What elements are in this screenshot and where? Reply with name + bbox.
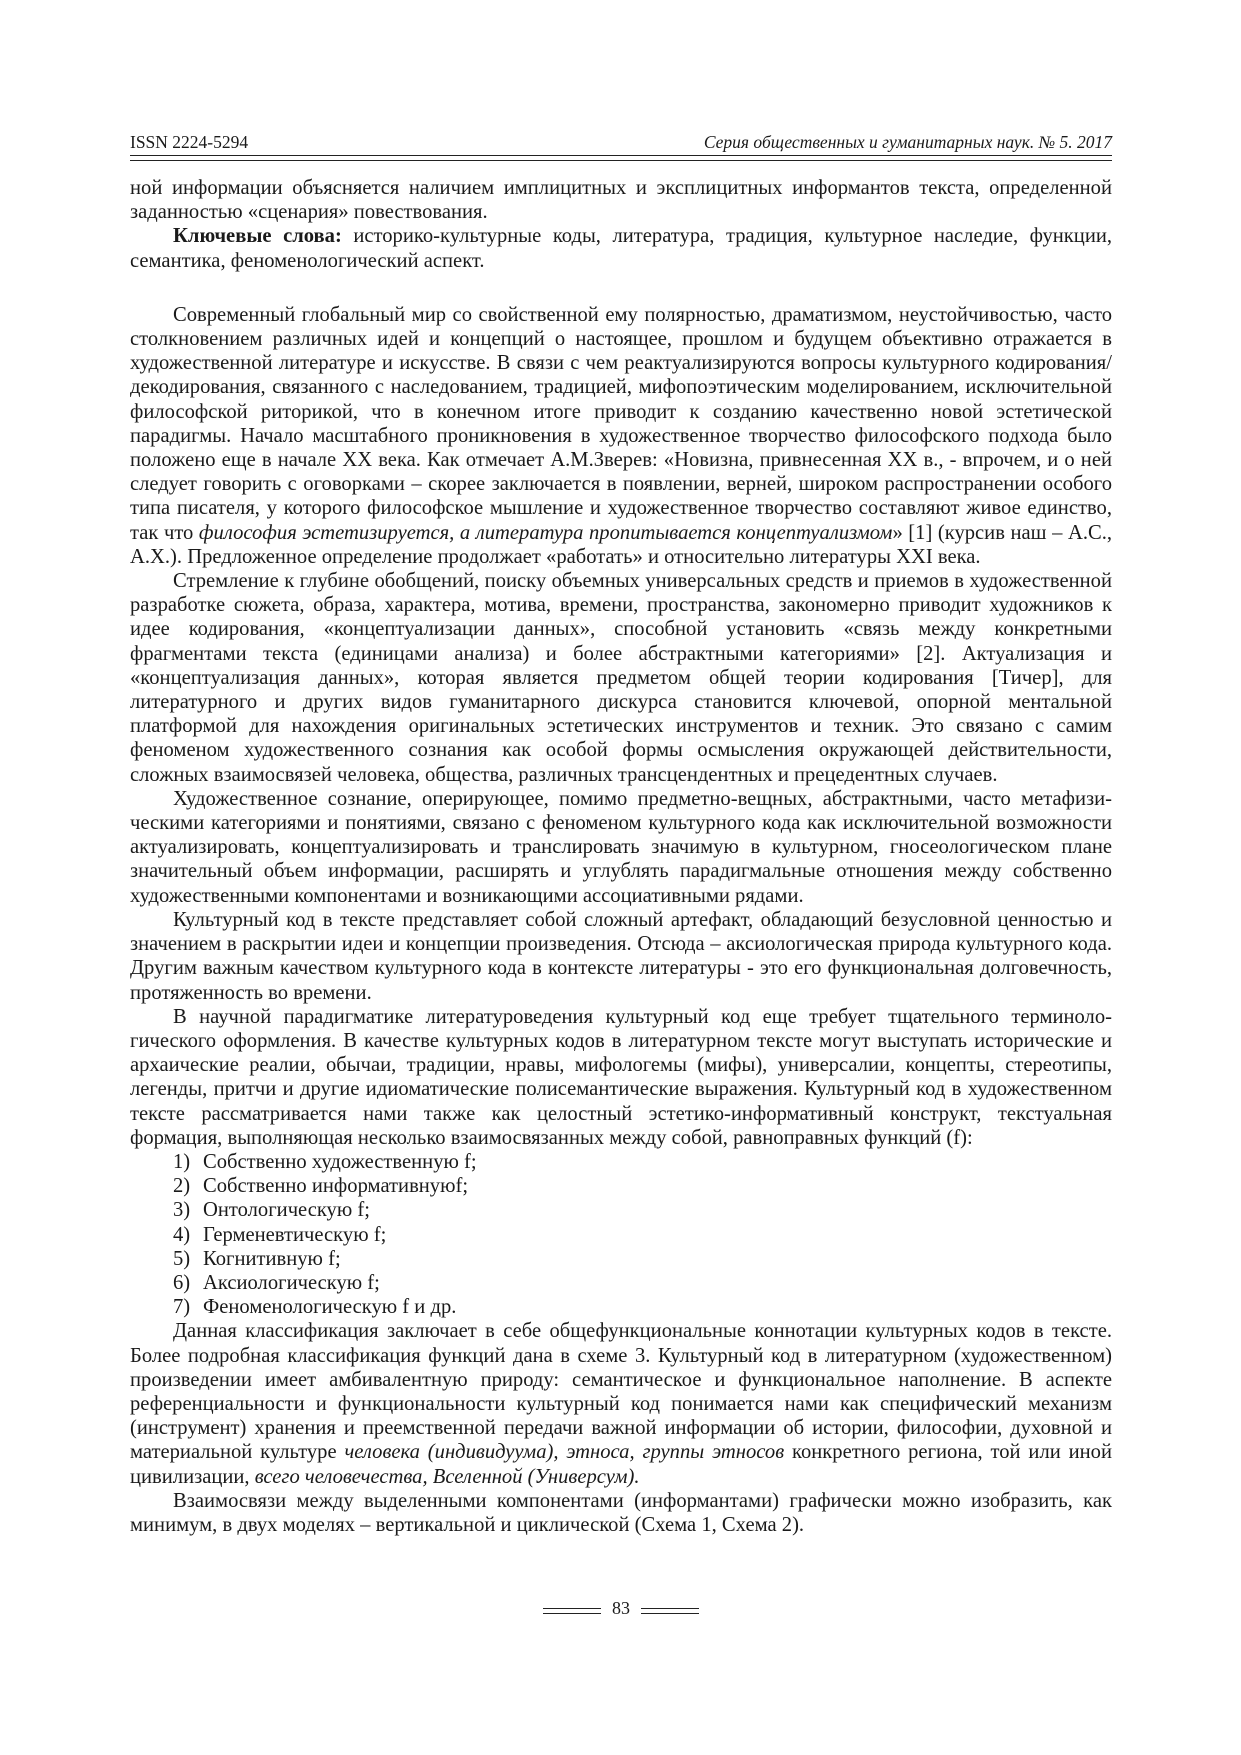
paragraph-1-italic: философия эстетизируется, а литература пропитывается концептуализмом xyxy=(198,521,893,544)
list-item-number: 7) xyxy=(173,1296,191,1319)
list-item-number: 4) xyxy=(173,1223,191,1246)
page-footer xyxy=(0,1598,1241,1628)
footer-double-rule-left xyxy=(543,1608,601,1614)
paragraph-3: Художественное сознание, оперирующее, помимо предметно-вещных, абстрактными, часто метафизическими категориями и понятиями, связано с феноменом культурного кода как исключительной возможности актуализировать, концептуализировать и транслировать значимую в культурном, гносеологическом плане значительный объем информации, расширять и углублять парадигмальные отношения между собственно художественными компонентами и возникающими ассоциативными рядами. xyxy=(130,787,1112,907)
paragraph-5: В научной парадигматике литературоведения культурный код еще требует тщательного терминологического оформления. В качестве культурных кодов в литературном тексте могут выступать исторические и архаические реалии, обычаи, традиции, нравы, мифологемы (мифы), универсалии, концепты, стереотипы, легенды, притчи и другие идиоматические полисемантические выражения. Культурный код в художественном тексте рассматривается нами также как целостный эстетико-информативный конструкт, текстуальная формация, выполняющая несколько взаимосвязанных между собой, равноправных функций (f): xyxy=(130,1005,1112,1149)
paragraph-4: Культурный код в тексте представляет собой сложный артефакт, обладающий безусловной ценностью и значением в раскрытии идеи и концепции произведения. Отсюда – аксиологическая природа культурного кода. Другим важным качеством культурного кода в контексте литературы - это его функциональная долговечность, протяженность во времени. xyxy=(130,908,1112,1004)
keywords xyxy=(130,224,1112,272)
running-header xyxy=(130,128,1112,154)
article-body xyxy=(130,176,1112,1537)
paragraph-6-text-b: конкретного региона, той или иной цивилизации, xyxy=(130,1441,1112,1488)
section-gap xyxy=(130,273,1112,303)
header-rule-top xyxy=(130,155,1112,156)
paragraph-1 xyxy=(130,303,1112,569)
list-item xyxy=(130,1247,1112,1271)
list-item-text: Герменевтическую f; xyxy=(203,1223,387,1246)
list-item-text: Аксиологическую f; xyxy=(203,1271,380,1294)
list-item-text: Собственно художественную f; xyxy=(203,1150,477,1173)
list-item xyxy=(130,1198,1112,1222)
list-item xyxy=(130,1150,1112,1174)
list-item-number: 3) xyxy=(173,1199,191,1222)
issn: ISSN 2224-5294 xyxy=(130,132,249,152)
list-item xyxy=(130,1295,1112,1319)
list-item xyxy=(130,1223,1112,1247)
list-item-number: 6) xyxy=(173,1271,191,1294)
paragraph-6-italic-1: человека (индивидуума), этноса, группы этносов xyxy=(344,1441,785,1464)
list-item-text: Собственно информативнуюf; xyxy=(203,1175,469,1198)
list-item-text: Феноменологическую f и др. xyxy=(203,1296,457,1319)
paragraph-2: Стремление к глубине обобщений, поиску объемных универсальных средств и приемов в художественной разработке сюжета, образа, характера, мотива, времени, пространства, закономерно приводит художников к идее кодирования, «концептуализации данных», способной установить «связь между конкретными фрагментами текста (единицами анализа) и более абстрактными категориями» [2]. Актуализация и «концептуализация данных», которая является предметом общей теории кодирования [Тичер], для литературного и других видов гуманитарного дискурса становится ключевой, опорной ментальной платформой для нахождения оригинальных эстетических инструментов и техник. Это связано с самим феноменом художественного сознания как особой формы осмысления окружающей действительности, сложных взаимосвязей человека, общества, различных трансцендентных и прецедентных случаев. xyxy=(130,570,1112,786)
paragraph-7: Взаимосвязи между выделенными компонентами (информантами) графически можно изобразить, как минимум, в двух моделях – вертикальной и циклической (Схема 1, Схема 2). xyxy=(130,1489,1112,1536)
keywords-text: историко-культурные коды, литература, традиция, культурное наследие, функции, семантика, феноменологический аспект. xyxy=(130,225,1113,272)
keywords-label: Ключевые слова: xyxy=(173,225,342,248)
paragraph-6-italic-2: всего человечества, Вселенной (Универсум). xyxy=(254,1465,640,1488)
list-item xyxy=(130,1174,1112,1198)
abstract-ending: ной информации объясняется наличием имплицитных и эксплицитных информантов текста, определенной заданностью «сценария» повествования. xyxy=(130,177,1112,224)
functions-list xyxy=(130,1150,1112,1319)
list-item-number: 2) xyxy=(173,1175,191,1198)
list-item-text: Онтологическую f; xyxy=(203,1199,370,1222)
journal-series: Серия общественных и гуманитарных наук. № 5. 2017 xyxy=(703,132,1112,152)
paragraph-6 xyxy=(130,1319,1112,1488)
header-rule-bottom xyxy=(130,160,1112,161)
paragraph-1-text-b: » [1] (курсив наш – А.С., А.Х.). Предложенное определение продолжает «работать» и относительно литературы XXI века. xyxy=(130,521,1112,568)
footer-double-rule-right xyxy=(641,1608,699,1614)
paragraph-6-text-a: Данная классификация заключает в себе общефункциональные коннотации культурных кодов в тексте. Более подробная классификация функций дана в схеме 3. Культурный код в литературном (художественном) произведении имеет амбивалентную природу: семантическое и функциональное наполнение. В аспекте референциальности и функциональности культурный код понимается нами как специфический механизм (инструмент) хранения и преемственной передачи важной информации об истории, философии, духовной и материальной культуре xyxy=(130,1320,1112,1464)
list-item-text: Когнитивную f; xyxy=(203,1247,341,1270)
list-item-number: 1) xyxy=(173,1150,191,1173)
list-item-number: 5) xyxy=(173,1247,191,1270)
page-number: 83 xyxy=(612,1598,630,1618)
paragraph-1-text-a: Современный глобальный мир со свойственной ему полярностью, драматизмом, неустойчивостью, часто столкновением различных идей и концепций о настоящее, прошлом и будущем объективно отражается в художественной литературе и искусстве. В связи с чем реактуализируются вопросы культурного кодирования/декодирования, связанного с наследованием, традицией, мифопоэтическим моделированием, исключительной философской риторикой, что в конечном итоге приводит к созданию качественно новой эстетической парадигмы. Начало масштабного проникновения в художественное творчество философского подхода было положено еще в начале XX века. Как отмечает А.М.Зверев: «Новизна, привнесенная XX в., - впрочем, и о ней следует говорить с оговорками – скорее заключается в появлении, верней, широком распространении особого типа писателя, у которого философское мышление и художественное творчество составляют живое единство, так что xyxy=(130,303,1112,544)
list-item xyxy=(130,1271,1112,1295)
